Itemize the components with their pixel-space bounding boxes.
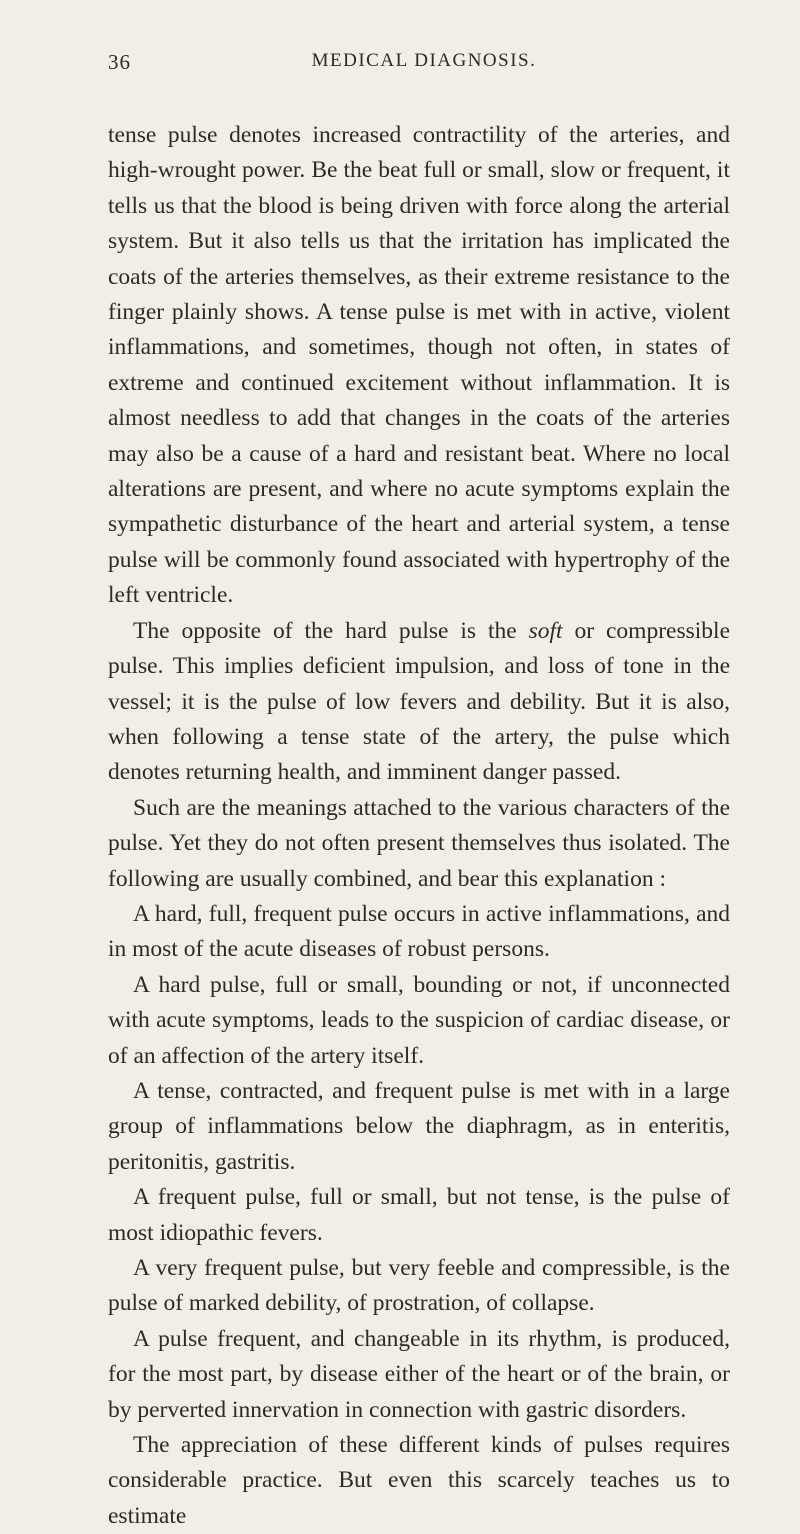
paragraph-marked-debility: A very frequent pulse, but very feeble and compressible, is the pulse of marked debility, of prostration, of collapse. <box>108 1255 730 1317</box>
body-text <box>108 118 730 1534</box>
paragraph-tense-pulse: tense pulse denotes increased contractility of the arteries, and high-wrought power. Be the beat full or small, slow or frequent, it tells us that the blood is being driven with force along the arterial system. But it also tells us that the irritation has implicated the coats of the arteries themselves, as their extreme resistance to the finger plainly shows. A tense pulse is met with in active, violent inflammations, and sometimes, though not often, in states of extreme and continued excitement without inflammation. It is almost needless to add that changes in the coats of the arteries may also be a cause of a hard and resistant beat. Where no local alterations are present, and where no acute symptoms explain the sympathetic disturbance of the heart and arterial system, a tense pulse will be commonly found associated with hypertrophy of the left ventricle. <box>108 122 730 609</box>
paragraph-tense-contracted: A tense, contracted, and frequent pulse is met with in a large group of inflammations below the diaphragm, as in enteritis, peritonitis, gastritis. <box>108 1077 730 1175</box>
italic-soft: soft <box>528 617 563 644</box>
paragraph-combined-characters: Such are the meanings attached to the various characters of the pulse. Yet they do not often present themselves thus isolated. The following are usually combined, and bear this explanation : <box>108 794 730 892</box>
paragraph-hard-pulse-cardiac: A hard pulse, full or small, bounding or not, if unconnected with acute symptoms, leads to the suspicion of cardiac disease, or of an affection of the artery itself. <box>108 971 730 1069</box>
paragraph-soft-pulse <box>108 614 730 791</box>
page-header <box>108 0 730 90</box>
running-head: MEDICAL DIAGNOSIS. <box>311 50 537 71</box>
paragraph-changeable-rhythm: A pulse frequent, and changeable in its rhythm, is produced, for the most part, by disease either of the heart or of the brain, or by perverted innervation in connection with gastric disorders. <box>108 1325 730 1423</box>
paragraph-hard-full-frequent: A hard, full, frequent pulse occurs in active inflammations, and in most of the acute diseases of robust persons. <box>108 900 730 963</box>
paragraph-soft-pulse-start: The opposite of the hard pulse is the <box>133 617 529 644</box>
page-number: 36 <box>108 50 131 74</box>
paragraph-appreciation: The appreciation of these different kinds of pulses requires considerable practice. But even this scarcely teaches us to estimate <box>108 1432 730 1529</box>
paragraph-idiopathic-fevers: A frequent pulse, full or small, but not tense, is the pulse of most idiopathic fevers. <box>108 1184 730 1246</box>
paragraph-soft-pulse-end: or compressible pulse. This implies deficient impulsion, and loss of tone in the vessel; it is the pulse of low fevers and debility. But it is also, when following a tense state of the artery, the pulse which denotes returning health, and imminent danger passed. <box>108 617 730 786</box>
